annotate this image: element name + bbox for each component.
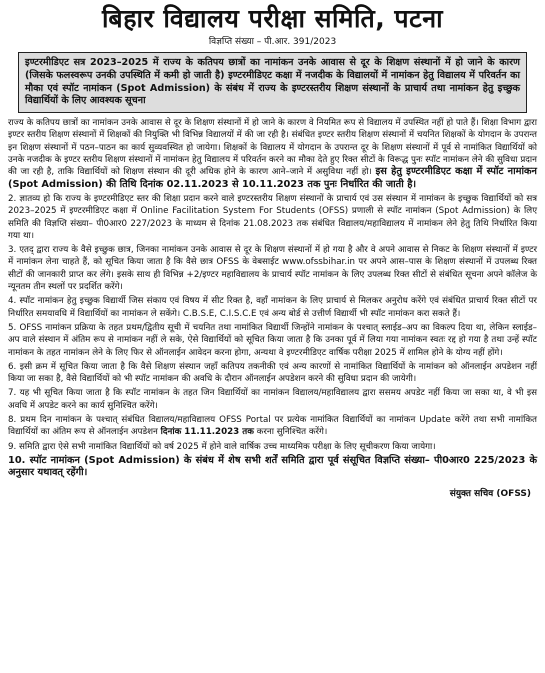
paragraph-2: 2. ज्ञातव्य हो कि राज्य के इण्टरमीडिएट स्तर की शिक्षा प्रदान करने वाले इण्टरस्तरीय शिक्षण संस्थानों के प्राचार्य एवं उस संस्थान में नामांकन के इच्छुक विद्यार्थियों को सत्र 2023–2025 में इण्टरमीडिएट कक्षा में Online Facilitation System For Students (OFSS) प्रणाली से स्पॉट नामांकन (Spot Admission) के लिए समिति की विज्ञप्ति संख्या– पी0आर0 227/2023 के माध्यम से दिनांक 21.08.2023 तक संबंधित विद्यालय/महाविद्यालय में नामांकन लेने हेतु तिथि निर्धारित किया गया था। — [8, 193, 537, 241]
paragraph-8-date: दिनांक 11.11.2023 तक — [160, 427, 254, 438]
paragraph-3: 3. एतद् द्वारा राज्य के वैसे इच्छुक छात्र, जिनका नामांकन उनके आवास से दूर के शिक्षण संस्थानों में हो गया है और वे अपने आवास से निकट के शिक्षण संस्थानों में इण्टर में नामांकन लेना चाहते हैं, को सूचित किया जाता है कि वैसे छात्र OFSS के वेबसाईट www.ofssbihar.in पर अपने आस–पास के शिक्षण संस्थानों में उपलब्ध रिक्त सीटों की जानकारी प्राप्त कर लेंगे। इसके साथ ही विभिन्न +2/इण्टर महाविद्यालय के प्राचार्य स्पॉट नामांकन के लिए उपलब्ध रिक्त सीटों से संबंधित सूचना अपने कॉलेज के न्यूनतम तीन स्थलों पर प्रदर्शित करेंगे। — [8, 245, 537, 293]
intro-date-highlight: इस हेतु इण्टरमीडिएट कक्षा में स्पॉट नामांकन (Spot Admission) की तिथि दिनांक 02.11.2023 से 10.11.2023 तक पुनः निर्धारित की जाती है। — [8, 166, 537, 190]
paragraph-8 — [8, 414, 537, 439]
paragraph-6: 6. इसी क्रम में सूचित किया जाता है कि वैसे शिक्षण संस्थान जहाँ कतिपय तकनीकी एवं अन्य कारणों से नामांकित विद्यार्थियों के नामांकन को ऑनलाईन अपडेशन नहीं किया जा सका है, वैसे विद्यार्थियों को भी स्पॉट नामांकन की अवधि के दौरान ऑनलाईन अपडेशन करने की सुविधा प्रदान की जायेगी। — [8, 361, 537, 385]
paragraph-10: 10. स्पॉट नामांकन (Spot Admission) के संबंध में शेष सभी शर्तें समिति द्वारा पूर्व संसूचित विज्ञप्ति संख्या– पी0आर0 225/2023 के अनुसार यथावत् रहेंगी। — [8, 454, 537, 479]
paragraph-7: 7. यह भी सूचित किया जाता है कि स्पॉट नामांकन के तहत जिन विद्यार्थियों का नामांकन विद्यालय/महाविद्यालय द्वारा ससमय अपडेट नहीं किया जा सका था, वे भी इस अवधि में अपडेट करने का कार्य सुनिश्चित करेंगे। — [8, 388, 537, 411]
subject-box: इण्टरमीडिएट सत्र 2023–2025 में राज्य के कतिपय छात्रों का नामांकन उनके आवास से दूर के शिक्षण संस्थानों में हो जाने के कारण (जिसके फलस्वरूप उनकी उपस्थिति में कमी हो जाती है) इण्टरमीडिएट कक्षा में नजदीक के विद्यालयों में नामांकन हेतु विद्यालय में परिवर्तन का मौका एवं स्पॉट नामांकन (Spot Admission) के संबंध में राज्य के इण्टरस्तरीय शिक्षण संस्थानों के प्राचार्य तथा नामांकन हेतु इच्छुक विद्यार्थियों के लिए आवश्यक सूचना — [18, 52, 527, 113]
paragraph-9: 9. समिति द्वारा ऐसे सभी नामांकित विद्यार्थियों को वर्ष 2025 में होने वाले वार्षिक उच्च माध्यमिक परीक्षा के लिए सूचीकरण किया जायेगा। — [8, 441, 436, 452]
paragraph-8-tail: करना सुनिश्चित करेंगे। — [256, 427, 328, 438]
intro-paragraph — [8, 117, 537, 191]
paragraph-4: 4. स्पॉट नामांकन हेतु इच्छुक विद्यार्थी जिस संकाय एवं विषय में सीट रिक्त है, वहाँ नामांकन के लिए प्राचार्य से मिलकर अनुरोध करेंगे एवं संबंधित प्राचार्य रिक्त सीटों पर निर्धारित समयावधि में विद्यार्थियों का नामांकन ले सकेंगे। C.B.S.E, C.I.S.C.E एवं अन्य बोर्ड से उत्तीर्ण विद्यार्थी भी स्पॉट नामांकन करा सकते हैं। — [8, 296, 537, 319]
notice-number: विज्ञप्ति संख्या – पी.आर. 391/2023 — [208, 37, 337, 47]
paragraph-5: 5. OFSS नामांकन प्रक्रिया के तहत प्रथम/द्वितीय सूची में चयनित तथा नामांकित विद्यार्थी जिन्होंने नामांकन के पश्चात् स्लाईड–अप का विकल्प दिया था, लेकिन स्लाईड–अप वाले संस्थान में अंतिम रूप से नामांकन नहीं ले सके, ऐसे विद्यार्थियों को सूचित किया जाता है कि उनका पूर्व में लिया गया नामांकन स्वतः रद्द हो गया है तथा उन्हें स्पॉट नामांकन के तहत नामांकन लेने के लिए फिर से ऑनलाईन आवेदन करना होगा, अन्यथा वे इण्टरमीडिएट वार्षिक परीक्षा 2025 में शामिल होने के योग्य नहीं होंगे। — [8, 322, 537, 358]
paragraph-8-text: 8. प्रथम दिन नामांकन के पश्चात् संबंधित विद्यालय/महाविद्यालय OFSS Portal पर प्रत्येक नामांकित विद्यार्थियों का नामांकन Update करेंगे तथा सभी नामांकित विद्यार्थियों का अंतिम रूप से ऑनलाईन अपडेशन — [8, 415, 537, 438]
signature: संयुक्त सचिव (OFSS) — [449, 488, 531, 499]
intro-text: राज्य के कतिपय छात्रों का नामांकन उनके आवास से दूर के शिक्षण संस्थानों में हो जाने के कारण वे नियमित रूप से विद्यालय में उपस्थित नहीं हो पाते हैं। शिक्षा विभाग द्वारा इण्टर स्तरीय शिक्षण संस्थानों में शिक्षकों की नियुक्ति भी विभिन्न विद्यालयों में की जा रही है। संबंधित इण्टर स्तरीय शिक्षण संस्थानों में चयनित शिक्षकों के योगदान के उपरान्त इन शिक्षण संस्थानों में पठन–पाठन का कार्य सुव्यवस्थित हो जायेगा। शिक्षकों के विद्यालय में योगदान के उपरान्त दूर के शिक्षण संस्थानों में पूर्व से नामांकित विद्यार्थियों को उनके नजदीक के इण्टर स्तरीय शिक्षण संस्थानों में नामांकन हेतु विद्यालय में परिवर्तन करने का मौका देते हुए रिक्त सीटों के विरूद्ध पुनः स्पॉट नामांकन लेने की सुविधा प्रदान की जा रही है, ताकि विद्यार्थियों को शिक्षण संस्थान की दूरी अधिक होने के कारण आने–जाने में असुविधा नहीं हो। — [8, 118, 537, 178]
notice-body — [8, 117, 537, 479]
page-title: बिहार विद्यालय परीक्षा समिति, पटना — [101, 4, 444, 33]
